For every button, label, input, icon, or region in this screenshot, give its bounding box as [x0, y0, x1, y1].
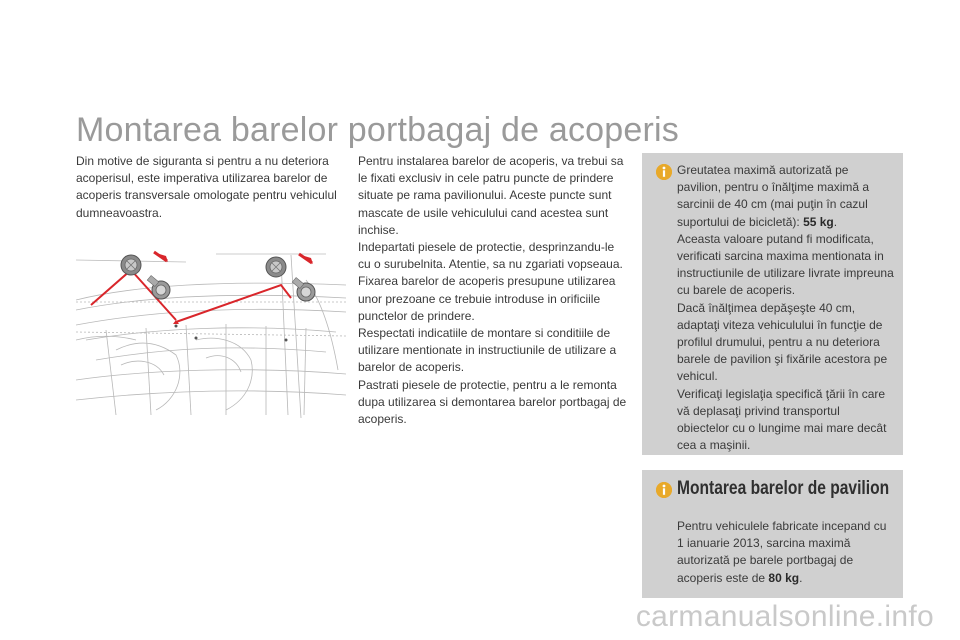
info-icon: [656, 164, 672, 180]
page-title: Montarea barelor portbagaj de acoperis: [76, 110, 679, 149]
info-box-text: [677, 518, 895, 587]
info-box-title: Montarea barelor de pavilion: [677, 478, 890, 499]
intro-paragraph: Din motive de siguranta si pentru a nu deteriora acoperisul, este imperativa utilizarea barelor de acoperis transversale omologate pentru vehiculul dumneavoastra.: [76, 154, 337, 220]
info-max-load-paragraph: [677, 162, 895, 231]
info-roof-bar-load-text: Pentru vehiculele fabricate incepand cu 1 ianuarie 2013, sarcina maximă autorizată pe barele portbagaj de acoperis este de: [677, 519, 887, 585]
info-box-roof-bars: [642, 470, 903, 598]
info-roof-bar-load-paragraph: [677, 518, 895, 587]
info-box-text: [677, 162, 895, 454]
body-paragraph: Respectati indicatiile de montare si conditiile de utilizare mentionate in instructiunile de utilizare a barelor de acoperis.: [358, 326, 617, 375]
body-paragraph: Fixarea barelor de acoperis presupune utilizarea unor prezoane ce trebuie introduse in orificiile punctelor de prindere.: [358, 274, 616, 323]
body-paragraph: Pentru instalarea barelor de acoperis, va trebui sa le fixati exclusiv in cele patru puncte de prindere situate pe rama pavilionului. Aceste puncte sunt mascate de usile vehiculului cand acestea sunt inchise.: [358, 154, 624, 237]
info-paragraph: Aceasta valoare putand fi modificata, verificati sarcina maxima mentionata in instructiunile de utilizare livrate impreuna cu barele de acoperis.: [677, 231, 894, 298]
info-paragraph: Verificaţi legislaţia specifică ţării în care vă deplasaţi privind transportul obiectelor cu o lungime mai mare decât cea a maşinii.: [677, 386, 887, 453]
roof-bar-mounting-illustration: [76, 240, 346, 420]
info-paragraph: Dacă înălţimea depăşeşte 40 cm, adaptaţi viteza vehiculului în funcţie de profilul drumului, pentru a nu deteriora barele de pavilion şi fixările acestora pe vehicul.: [677, 300, 888, 384]
info-max-load-value: 55 kg: [803, 214, 834, 229]
body-column: [358, 153, 630, 428]
info-roof-bar-load-suffix: .: [799, 570, 803, 585]
info-max-load-text: Greutatea maximă autorizată pe pavilion, pentru o înălţime maximă a sarcinii de 40 cm (mai puţin în cazul suportului de bicicletă):: [677, 163, 870, 229]
info-roof-bar-load-value: 80 kg: [768, 570, 800, 585]
info-icon: [656, 482, 672, 498]
body-paragraph: Pastrati piesele de protectie, pentru a le remonta dupa utilizarea si demontarea barelor portbagaj de acoperis.: [358, 377, 627, 427]
info-box-load-limits: [642, 153, 903, 455]
info-max-load-suffix: .: [833, 214, 838, 229]
watermark: carmanualsonline.info: [635, 600, 934, 633]
body-paragraph: Indepartati piesele de protectie, desprinzandu-le cu o surubelnita. Atentie, sa nu zgariati vopseaua.: [358, 240, 623, 272]
